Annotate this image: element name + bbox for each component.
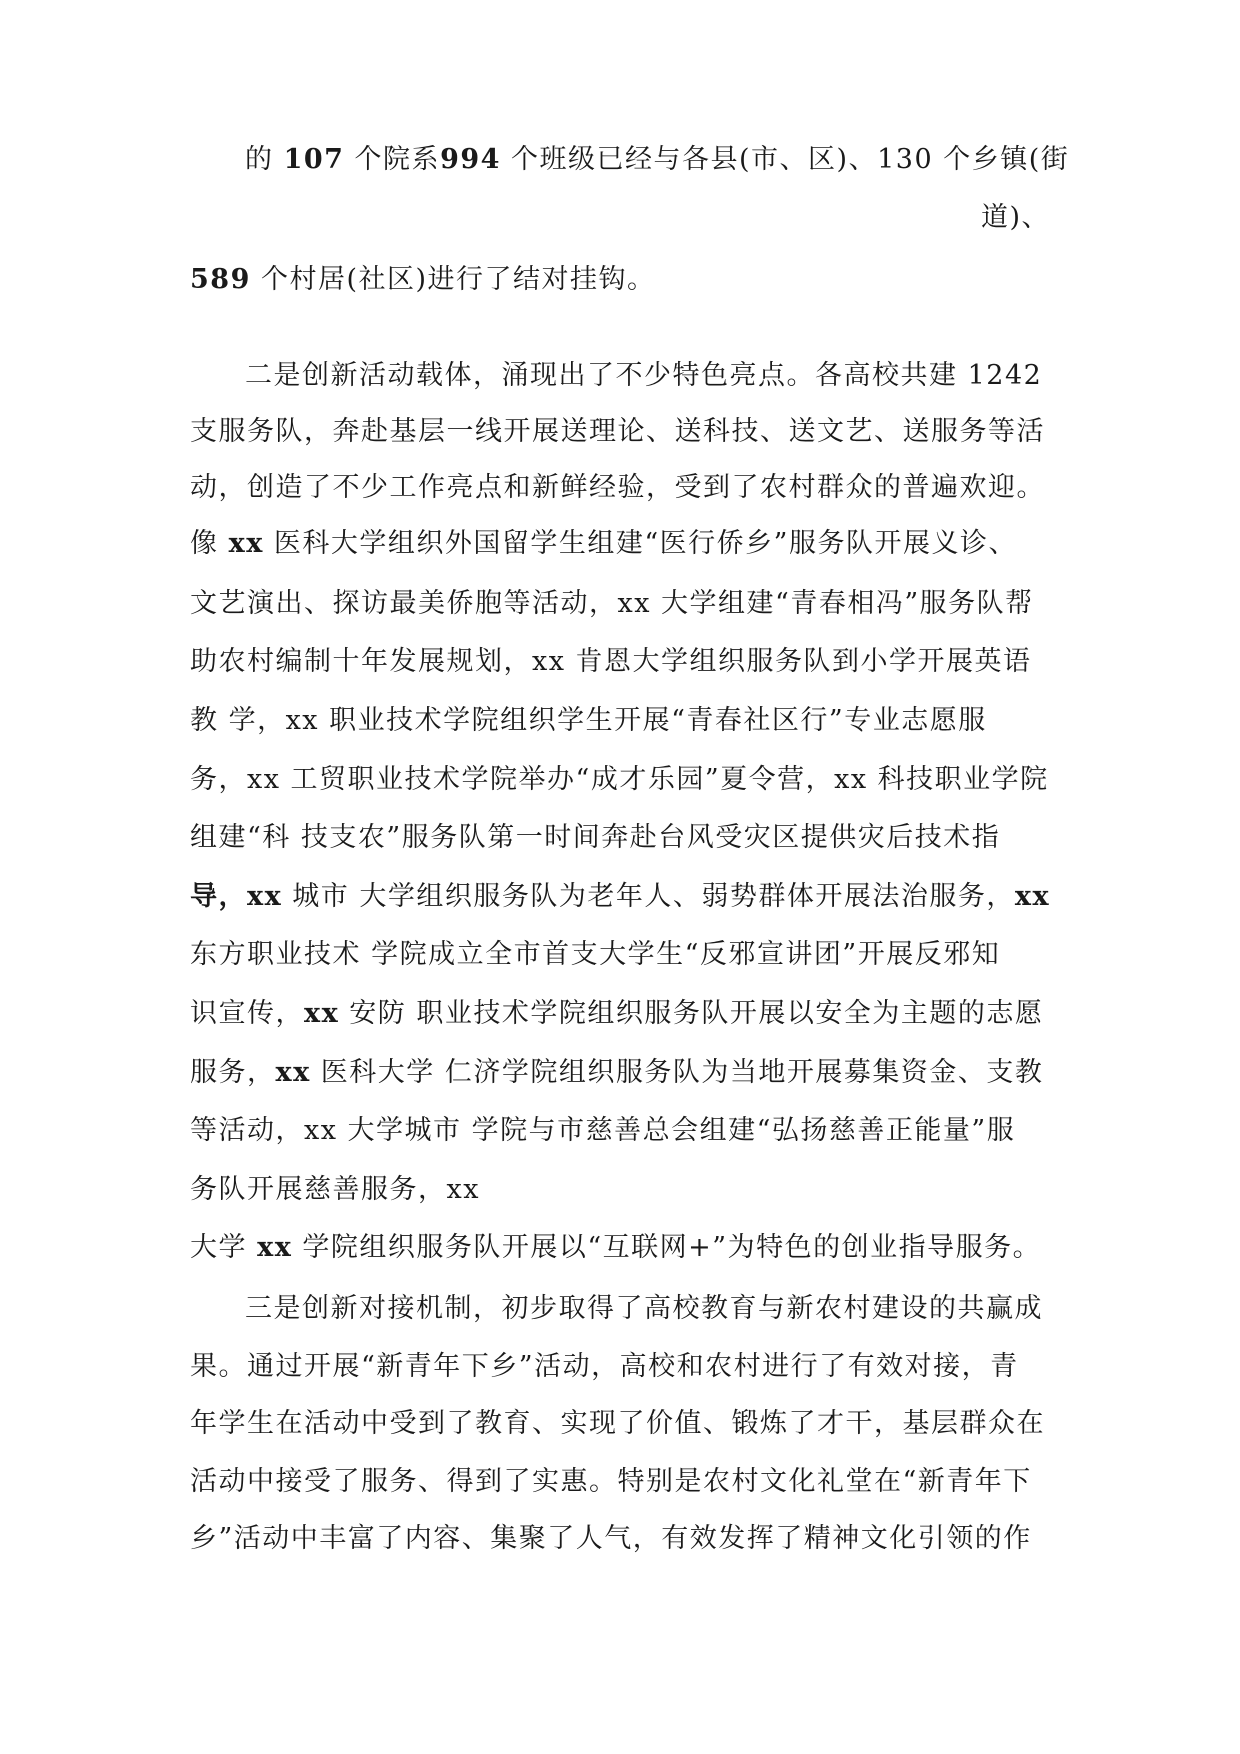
text-segment: 像	[190, 528, 229, 559]
text-line	[190, 1172, 1050, 1208]
text-segment: 果。通过开展“新青年下乡”活动，高校和农村进行了有效对接，青	[190, 1351, 1019, 1382]
text-segment: 二是创新活动载体，涌现出了不少特色亮点。各高校共建 1242	[245, 360, 1043, 391]
text-segment: 107	[283, 144, 345, 175]
text-segment: 城市 大学组织服务队为老年人、弱势群体开展法治服务，	[282, 881, 1015, 912]
text-segment: 个村居(社区)进行了结对挂钩。	[250, 264, 656, 295]
text-line	[981, 200, 1050, 236]
text-line	[190, 1521, 1050, 1557]
text-line	[190, 996, 1050, 1032]
text-line	[190, 470, 1050, 506]
text-segment: 务队开展慈善服务，xx	[190, 1174, 480, 1205]
text-segment: 等活动，xx 大学城市 学院与市慈善总会组建“弘扬慈善正能量”服	[190, 1115, 1016, 1146]
text-segment: 589	[190, 264, 251, 295]
text-segment: 文艺演出、探访最美侨胞等活动，xx 大学组建“青春相冯”服务队帮	[190, 588, 1034, 619]
text-line	[190, 262, 1050, 298]
text-segment: 大学	[190, 1232, 258, 1263]
text-line	[190, 1464, 1050, 1500]
text-segment: 三是创新对接机制，初步取得了高校教育与新农村建设的共赢成	[245, 1293, 1043, 1324]
text-segment: xx	[247, 881, 283, 912]
text-line	[190, 1406, 1050, 1442]
text-line	[190, 937, 1050, 973]
text-line	[190, 820, 1050, 856]
text-segment: 务，xx 工贸职业技术学院举办“成才乐园”夏令营，xx 科技职业学院	[190, 764, 1049, 795]
text-segment: xx	[228, 528, 264, 559]
text-line	[245, 142, 1105, 178]
text-segment: 道)、	[980, 202, 1050, 233]
text-segment: 安防 职业技术学院组织服务队开展以安全为主题的志愿	[339, 998, 1044, 1029]
text-segment: 医科大学组织外国留学生组建“医行侨乡”服务队开展义诊、	[263, 528, 1017, 559]
text-segment: xx	[1014, 881, 1051, 912]
text-segment: 识宣传，	[190, 998, 304, 1029]
text-line	[190, 703, 1050, 739]
text-segment: 东方职业技术 学院成立全市首支大学生“反邪宣讲团”开展反邪知	[190, 939, 1001, 970]
text-segment: 组建“科 技支农”服务队第一时间奔赴台风受灾区提供灾后技术指	[190, 822, 1001, 853]
text-line	[190, 586, 1050, 622]
text-line	[190, 879, 1050, 915]
text-segment: 学院组织服务队开展以“互联网+”为特色的创业指导服务。	[292, 1232, 1042, 1263]
text-segment: 个班级已经与各县(市、区)、130 个乡镇(街	[500, 144, 1070, 175]
text-line	[190, 1349, 1050, 1385]
text-segment: xx	[304, 998, 340, 1029]
text-segment: 994	[440, 144, 501, 175]
text-line	[190, 1055, 1050, 1091]
text-segment: xx	[275, 1057, 311, 1088]
text-line	[245, 1291, 1105, 1327]
text-line	[190, 526, 1050, 562]
text-segment: 服务，	[190, 1057, 276, 1088]
text-segment: 教 学，xx 职业技术学院组织学生开展“青春社区行”专业志愿服	[190, 705, 987, 736]
text-segment: xx	[257, 1232, 293, 1263]
text-segment: 动，创造了不少工作亮点和新鲜经验，受到了农村群众的普遍欢迎。	[190, 472, 1045, 503]
text-line	[245, 358, 1105, 394]
text-segment: 活动中接受了服务、得到了实惠。特别是农村文化礼堂在“新青年下	[190, 1466, 1032, 1497]
text-segment: 助农村编制十年发展规划，xx 肯恩大学组织服务队到小学开展英语	[190, 646, 1032, 677]
text-segment: 医科大学 仁济学院组织服务队为当地开展募集资金、支教	[310, 1057, 1044, 1088]
text-line	[190, 414, 1050, 450]
text-segment: 年学生在活动中受到了教育、实现了价值、锻炼了才干，基层群众在	[190, 1408, 1045, 1439]
text-segment: 乡”活动中丰富了内容、集聚了人气，有效发挥了精神文化引领的作	[190, 1523, 1032, 1554]
text-line	[190, 762, 1050, 798]
text-line	[190, 644, 1050, 680]
text-segment: 的	[245, 144, 284, 175]
text-segment: 导，	[190, 881, 247, 912]
text-segment: 个院系	[344, 144, 441, 175]
text-line	[190, 1230, 1050, 1266]
text-line	[190, 1113, 1050, 1149]
text-segment: 支服务队，奔赴基层一线开展送理论、送科技、送文艺、送服务等活	[190, 416, 1045, 447]
